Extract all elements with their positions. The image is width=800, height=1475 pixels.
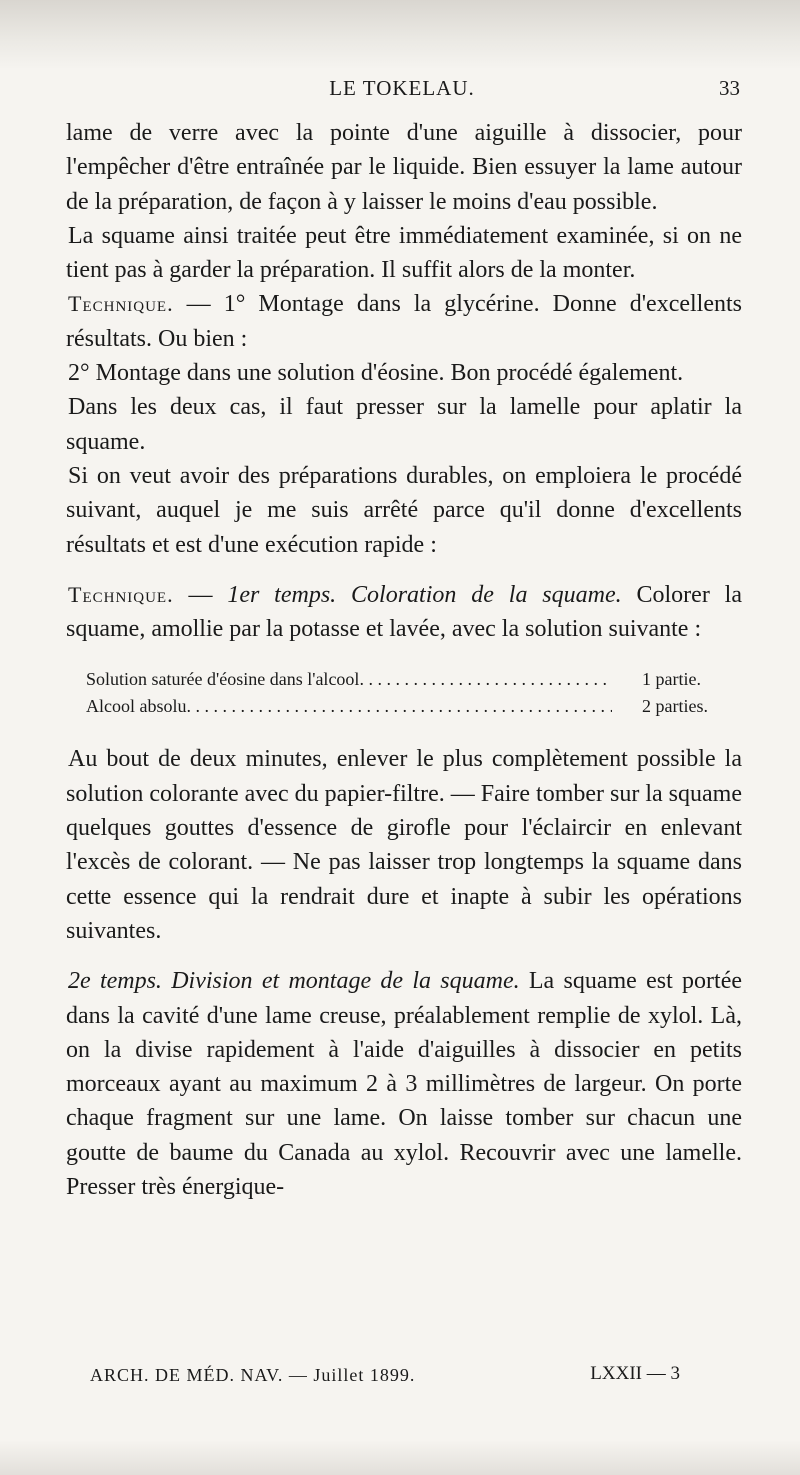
paragraph-1: lame de verre avec la pointe d'une aiguille à dissocier, pour l'empêcher d'être entraînée par le liquide. Bien essuyer la lame autour de la préparation, de façon à y laisser le moins d'eau possible. [66, 120, 742, 215]
step-heading: 1er temps. Coloration de la squame. [227, 581, 622, 608]
spacer [66, 948, 742, 964]
step-heading: 2e temps. Division et montage de la squame. [68, 968, 520, 995]
running-title: LE TOKELAU. [329, 76, 475, 100]
page-header [64, 76, 740, 106]
step-text: Colorer la squame, amollie par la potasse et lavée, avec la solution suivante : [66, 581, 743, 643]
page-body [66, 116, 742, 1204]
paragraph-8: Au bout de deux minutes, enlever le plus complètement possible la solution colorante avec du papier-filtre. — Faire tomber sur la squame quelques gouttes d'essence de girofle pour l'éclaircir en enlevant l'excès de colorant. — Ne pas laisser trop longtemps la squame dans cette essence qui la rendrait dure et inapte à subir les opérations suivantes. [66, 746, 742, 944]
paragraph-technique-1 [66, 287, 742, 356]
recipe-row [86, 666, 742, 693]
technique-label: Technique. [68, 291, 174, 317]
paragraph-technique-2 [66, 578, 742, 647]
paragraph-9 [66, 964, 742, 1204]
recipe-quantity: 2 parties. [642, 696, 708, 717]
dot-leader [187, 693, 613, 720]
technique-dash: — [173, 581, 228, 608]
technique-text: — 1° Montage dans la glycérine. Donne d'excellents résultats. Ou bien : [66, 291, 742, 352]
paragraph-6: Si on veut avoir des préparations durables, on emploiera le procédé suivant, auquel je me suis arrêté parce qu'il donne d'excellents résultats et est d'une exécution rapide : [66, 462, 742, 558]
recipe-quantity: 1 partie. [642, 669, 701, 690]
technique-label: Technique. [68, 581, 174, 607]
paragraph-4: 2° Montage dans une solution d'éosine. Bon procédé également. [68, 360, 684, 387]
recipe-item: Solution saturée d'éosine dans l'alcool [86, 669, 360, 690]
page-footer [90, 1363, 710, 1393]
dot-leader [359, 666, 612, 693]
step-text: La squame est portée dans la cavité d'une lame creuse, préalablement remplie de xylol. Là, on la divise rapidement à l'aide d'aiguilles à dissocier en petits morceaux ayant au maximum 2 à 3 millimètres de largeur. On porte chaque fragment sur une lame. On laisse tomber sur chacun une goutte de baume du Canada au xylol. Recouvrir avec une lamelle. Presser très énergique- [66, 968, 743, 1201]
paragraph-5: Dans les deux cas, il faut presser sur la lamelle pour aplatir la squame. [66, 394, 742, 455]
recipe-row [86, 693, 742, 720]
recipe-table [86, 666, 742, 720]
page-number: 33 [719, 76, 740, 100]
recipe-item: Alcool absolu [86, 696, 187, 717]
paragraph-2: La squame ainsi traitée peut être immédiatement examinée, si on ne tient pas à garder la préparation. Il suffit alors de la monter. [66, 222, 742, 284]
spacer [66, 562, 742, 578]
journal-citation: ARCH. DE MÉD. NAV. — Juillet 1899. [90, 1365, 416, 1385]
signature-mark: LXXII — 3 [590, 1363, 680, 1384]
